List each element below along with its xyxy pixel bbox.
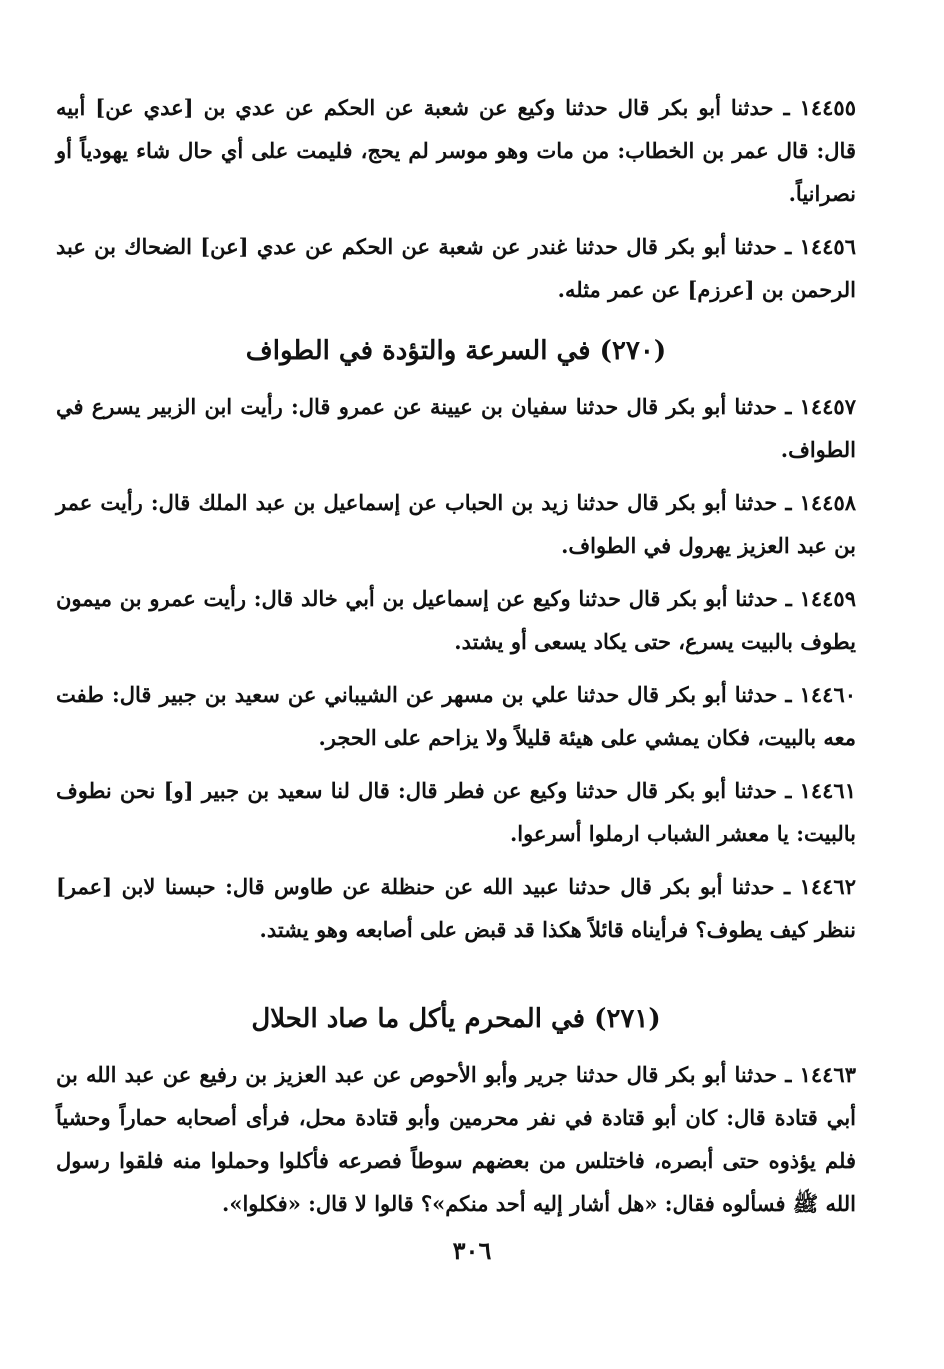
hadith-entry xyxy=(56,1053,856,1225)
section-heading: (٢٧١) في المحرم يأكل ما صاد الحلال xyxy=(251,1004,661,1034)
hadith-entry xyxy=(56,673,856,759)
hadith-number: ١٤٤٥٧ ـ xyxy=(785,394,856,419)
hadith-number: ١٤٤٦١ ـ xyxy=(785,778,856,803)
hadith-entry xyxy=(56,577,856,663)
hadith-number: ١٤٤٦٣ ـ xyxy=(785,1062,856,1087)
hadith-entry xyxy=(56,86,856,215)
hadith-entry xyxy=(56,385,856,471)
hadith-text: حدثنا أبو بكر قال حدثنا وكيع عن فطر قال: قال لنا سعيد بن جبير [و] نحن نطوف بالبيت: يا معشر الشباب ارملوا أسرعوا. xyxy=(56,778,856,846)
hadith-text: حدثنا أبو بكر قال حدثنا وكيع عن شعبة عن الحكم عن عدي بن [عدي عن] أبيه قال: قال عمر بن الخطاب: من مات وهو موسر لم يحج، فليمت على أي حال شاء يهودياً أو نصرانياً. xyxy=(56,95,856,206)
hadith-text: حدثنا أبو بكر قال حدثنا غندر عن شعبة عن الحكم عن عدي [عن] الضحاك بن عبد الرحمن بن [عرزم] عن عمر مثله. xyxy=(56,234,856,302)
page-number: ٣٠٦ xyxy=(452,1236,492,1265)
hadith-text: حدثنا أبو بكر قال حدثنا وكيع عن إسماعيل بن أبي خالد قال: رأيت عمرو بن ميمون يطوف بالبيت يسرع، حتى يكاد يسعى أو يشتد. xyxy=(56,586,856,654)
hadith-text: حدثنا أبو بكر قال حدثنا جرير وأبو الأحوص عن عبد العزيز بن رفيع عن عبد الله بن أبي قتادة قال: كان أبو قتادة في نفر محرمين وأبو قتادة محل، فرأى أصحابه حماراً وحشياً فلم يؤذوه حتى أبصره، فاختلس من بعضهم سوطاً فصرعه فأكلوا وحملوا منه فلقوا رسول الله ﷺ فسألوه فقال: «هل أشار إليه أحد منكم»؟ قالوا لا قال: «فكلوا». xyxy=(56,1062,856,1216)
hadith-number: ١٤٤٦٠ ـ xyxy=(785,682,857,707)
hadith-number: ١٤٤٦٢ ـ xyxy=(783,874,856,899)
hadith-entry xyxy=(56,225,856,311)
hadith-text: حدثنا أبو بكر قال حدثنا عبيد الله عن حنظلة عن طاوس قال: حبسنا لابن [عمر] ننظر كيف يطوف؟ فرأيناه قائلاً هكذا قد قبض على أصابعه وهو يشتد. xyxy=(56,874,856,942)
hadith-entry xyxy=(56,481,856,567)
section-heading: (٢٧٠) في السرعة والتؤدة في الطواف xyxy=(245,336,667,366)
hadith-number: ١٤٤٥٦ ـ xyxy=(785,234,856,259)
hadith-text: حدثنا أبو بكر قال حدثنا زيد بن الحباب عن إسماعيل بن عبد الملك قال: رأيت عمر بن عبد العزيز يهرول في الطواف. xyxy=(56,490,856,558)
hadith-entry xyxy=(56,865,856,951)
hadith-entry xyxy=(56,769,856,855)
hadith-text: حدثنا أبو بكر قال حدثنا سفيان بن عيينة عن عمرو قال: رأيت ابن الزبير يسرع في الطواف. xyxy=(56,394,856,462)
page-content xyxy=(56,86,856,1235)
hadith-number: ١٤٤٥٥ ـ xyxy=(783,95,856,120)
hadith-text: حدثنا أبو بكر قال حدثنا علي بن مسهر عن الشيباني عن سعيد بن جبير قال: طفت معه بالبيت، فكان يمشي على هيئة قليلاً ولا يزاحم على الحجر. xyxy=(56,682,856,750)
hadith-number: ١٤٤٥٨ ـ xyxy=(785,490,857,515)
hadith-number: ١٤٤٥٩ ـ xyxy=(785,586,856,611)
